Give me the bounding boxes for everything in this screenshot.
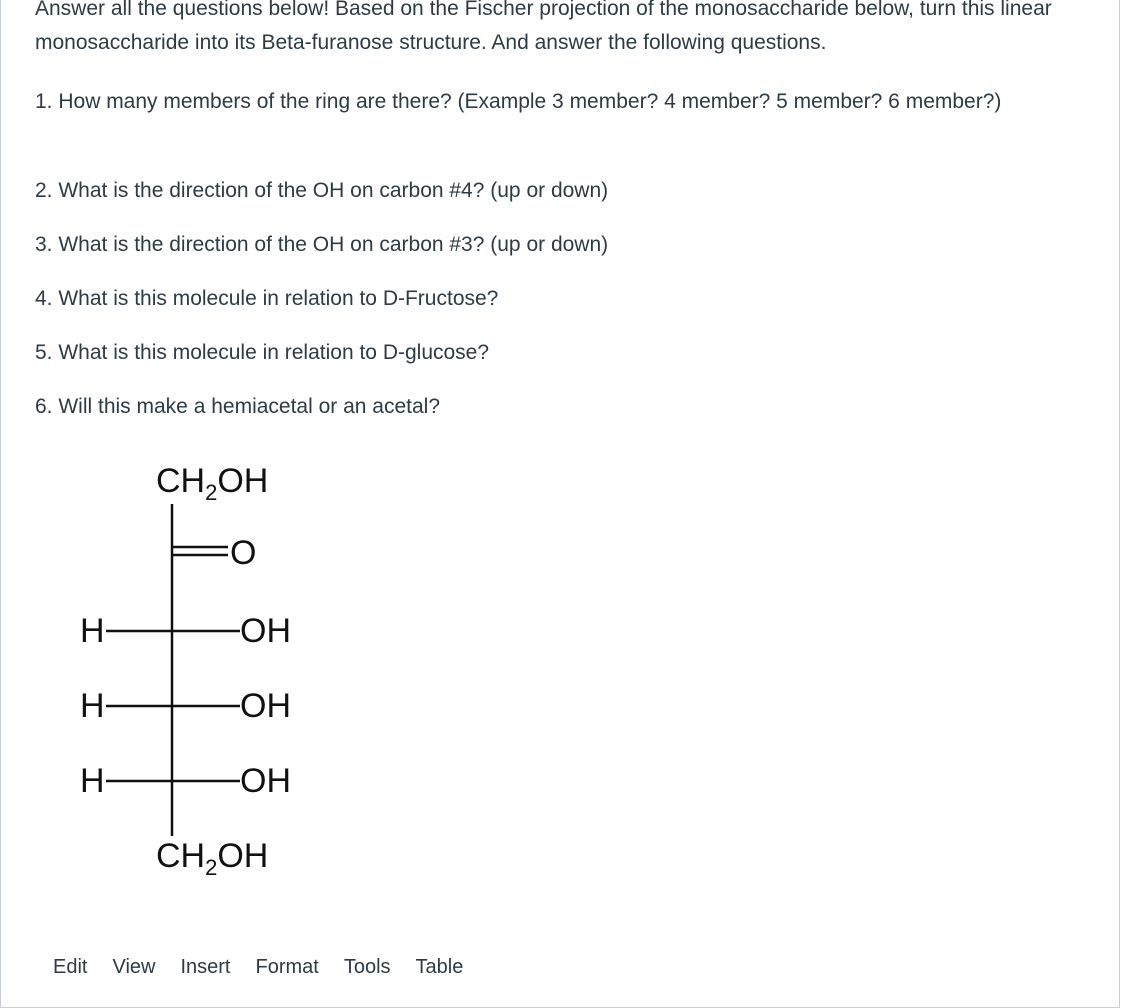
menu-format[interactable]: Format bbox=[255, 956, 319, 978]
row-3-h-label: H bbox=[80, 762, 105, 800]
row-1-oh-label: OH bbox=[240, 612, 291, 650]
question-6: 6. Will this make a hemiacetal or an acetal? bbox=[35, 395, 441, 418]
carbonyl-oxygen-label: O bbox=[230, 534, 257, 572]
fischer-projection bbox=[70, 440, 370, 890]
editor-menubar bbox=[53, 956, 488, 979]
row-2-oh-label: OH bbox=[240, 687, 291, 725]
menu-tools[interactable]: Tools bbox=[343, 956, 391, 978]
menu-edit[interactable]: Edit bbox=[53, 956, 88, 978]
question-content bbox=[35, 0, 1105, 418]
menu-view[interactable]: View bbox=[112, 956, 156, 978]
fischer-projection-svg bbox=[70, 440, 370, 890]
row-1-h-label: H bbox=[80, 612, 105, 650]
row-3-oh-label: OH bbox=[240, 762, 291, 800]
question-4: 4. What is this molecule in relation to D-Fructose? bbox=[35, 287, 499, 310]
question-1: 1. How many members of the ring are there? (Example 3 member? 4 member? 5 member? 6 member?) bbox=[35, 90, 1002, 113]
question-5: 5. What is this molecule in relation to D-glucose? bbox=[35, 341, 490, 364]
row-2-h-label: H bbox=[80, 687, 105, 725]
question-2: 2. What is the direction of the OH on carbon #4? (up or down) bbox=[35, 179, 609, 202]
menu-table[interactable]: Table bbox=[415, 956, 464, 978]
question-3: 3. What is the direction of the OH on carbon #3? (up or down) bbox=[35, 233, 609, 256]
question-intro: Answer all the questions below! Based on the Fischer projection of the monosaccharide below, turn this linear monosaccharide into its Beta-furanose structure. And answer the following questions. bbox=[35, 0, 1052, 54]
bottom-ch2oh-label: $CH_2OH$ bbox=[156, 837, 269, 880]
menu-insert[interactable]: Insert bbox=[180, 956, 231, 978]
top-ch2oh-label: $CH_2OH$ bbox=[156, 462, 269, 505]
